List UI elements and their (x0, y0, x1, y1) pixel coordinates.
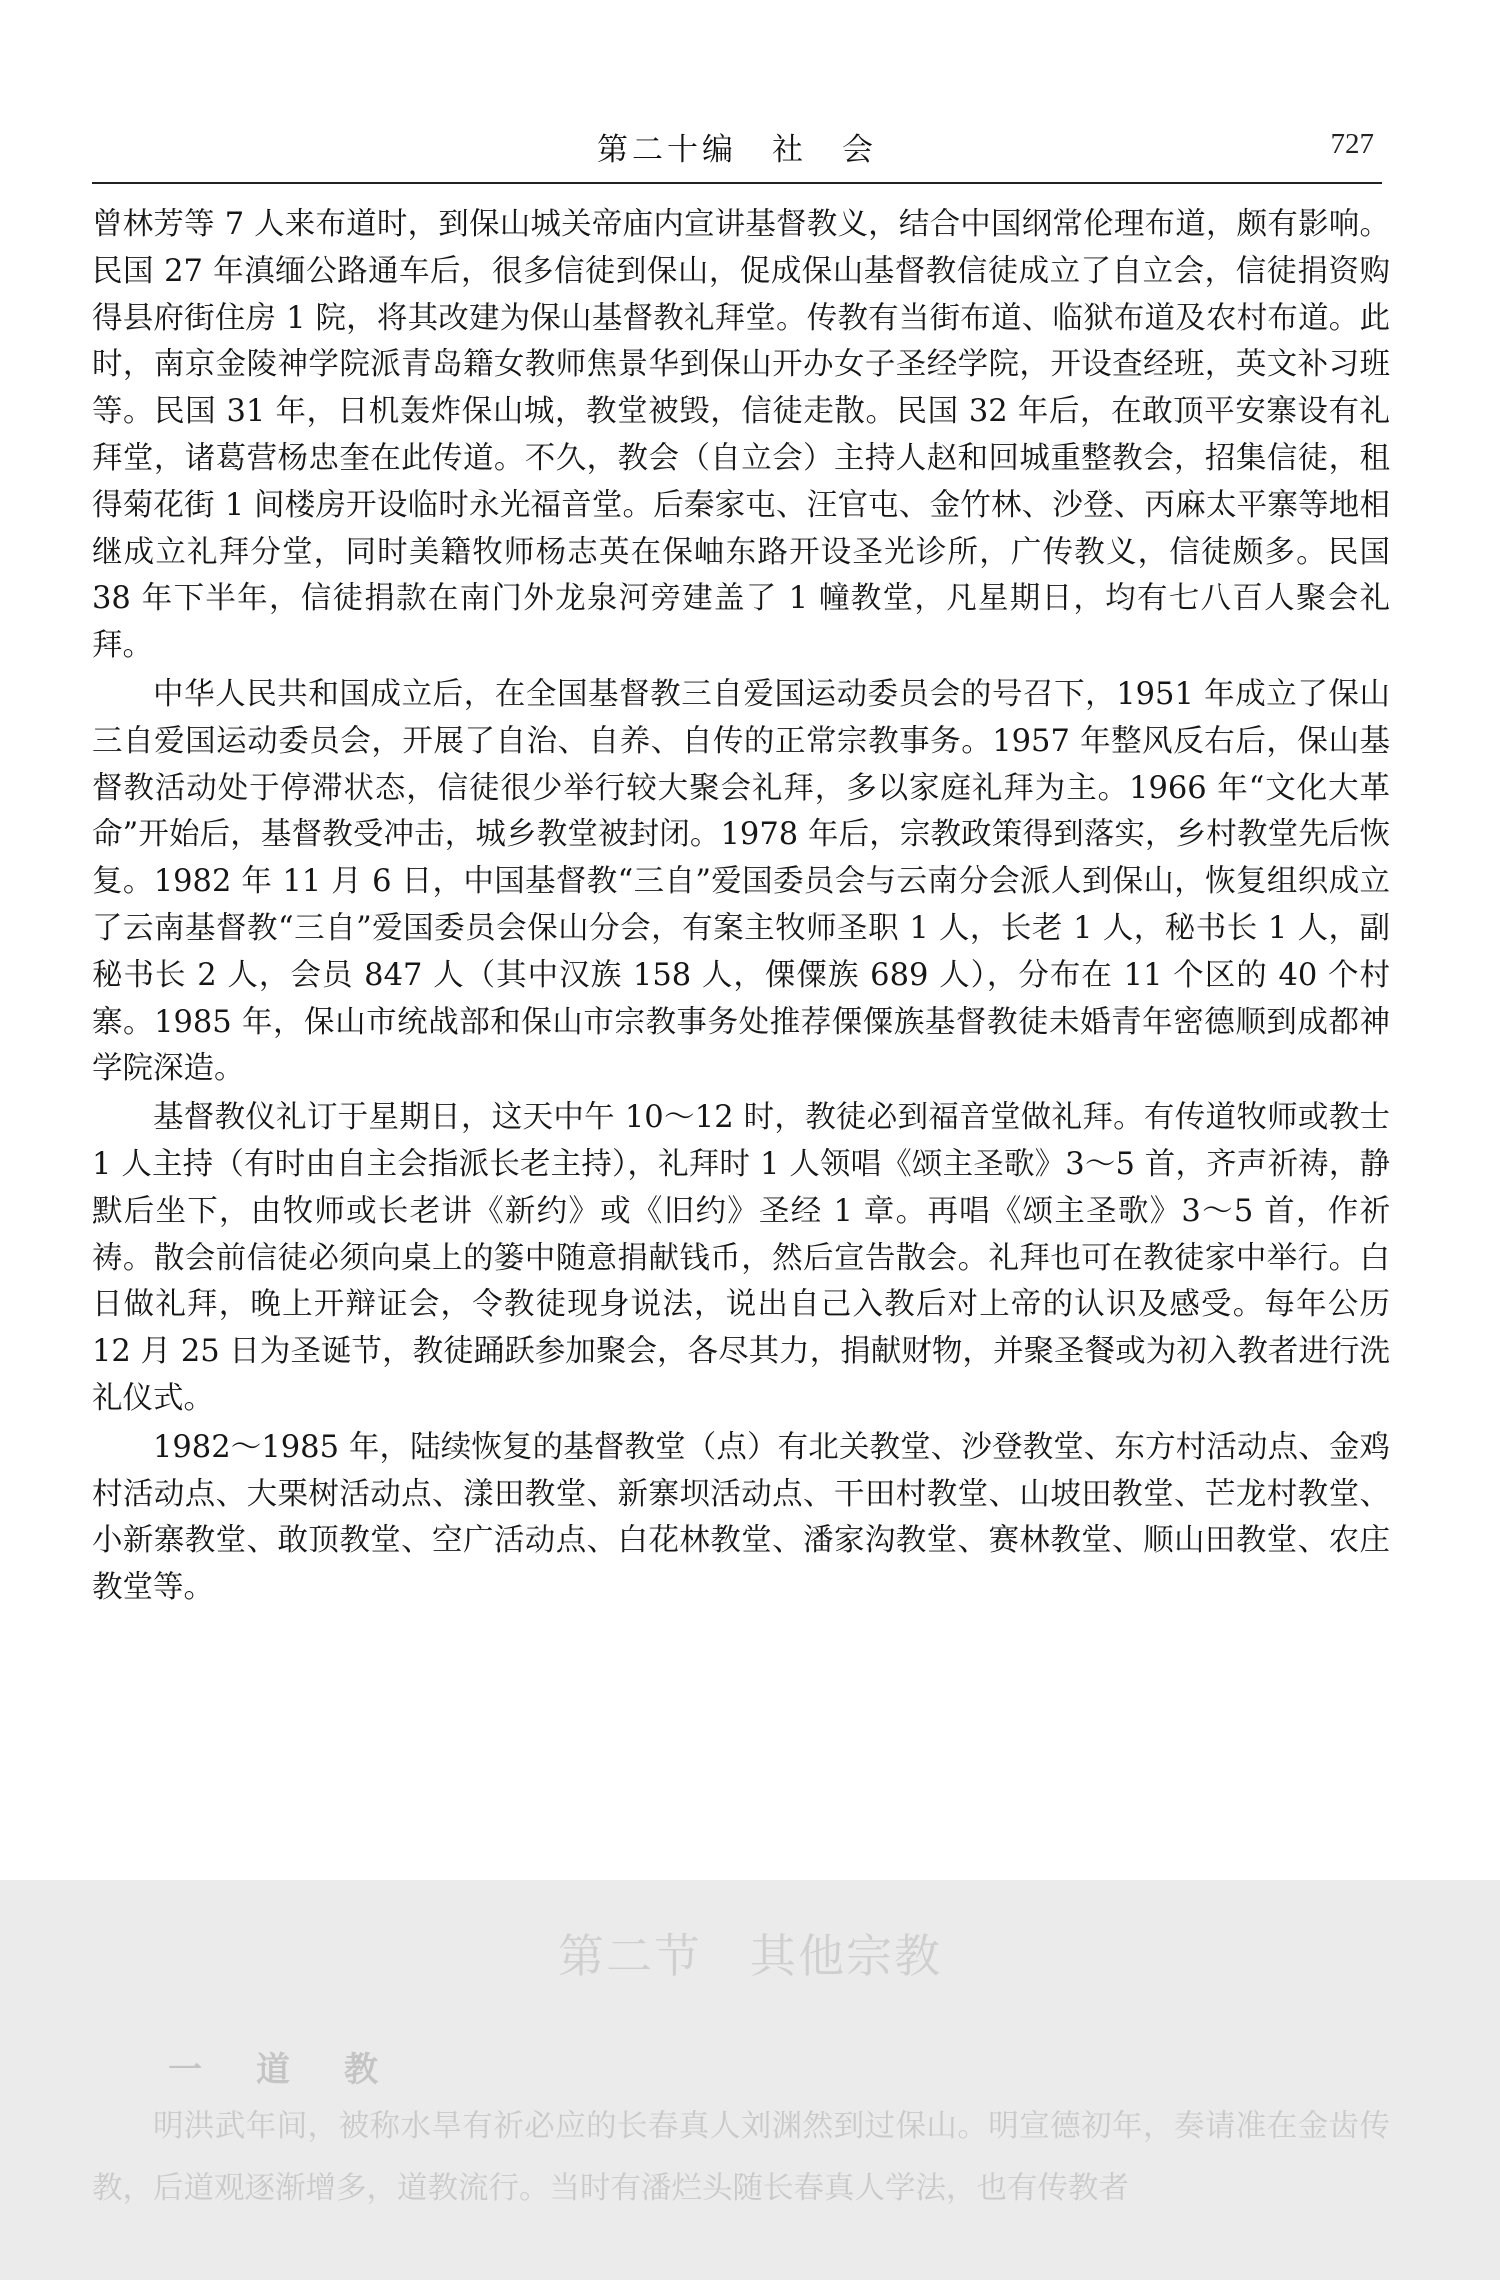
subsection-title: 一 道 教 (168, 2050, 388, 2090)
section-title: 第二节 其他宗教 (558, 1929, 942, 1983)
chapter-title: 第二十编 社 会 (597, 132, 877, 168)
paragraph-2: 中华人民共和国成立后，在全国基督教三自爱国运动委员会的号召下，1951 年成立了保山三自爱国运动委员会，开展了自治、自养、自传的正常宗教事务。1957 年整风反右后，保山基督教活动处于停滞状态，信徒很少举行较大聚会礼拜，多以家庭礼拜为主。1966 年“文化大革命”开始后，基督教受冲击，城乡教堂被封闭。1978 年后，宗教政策得到落实，乡村教堂先后恢复。1982 年 11 月 6 日，中国基督教“三自”爱国委员会与云南分会派人到保山，恢复组织成立了云南基督教“三自”爱国委员会保山分会，有案主牧师圣职 1 人，长老 1 人，秘书长 1 人，副秘书长 2 人，会员 847 人（其中汉族 158 人，傈僳族 689 人），分布在 11 个区的 40 个村寨。1985 年，保山市统战部和保山市宗教事务处推荐傈僳族基督教徒未婚青年密德顺到成都神学院深造。 (92, 676, 1390, 1087)
header-rule (92, 182, 1382, 184)
paragraph-1: 曾林芳等 7 人来布道时，到保山城关帝庙内宣讲基督教义，结合中国纲常伦理布道，颇有影响。民国 27 年滇缅公路通车后，很多信徒到保山，促成保山基督教信徒成立了自立会，信徒捐资购得县府街住房 1 院，将其改建为保山基督教礼拜堂。传教有当街布道、临狱布道及农村布道。此时，南京金陵神学院派青岛籍女教师焦景华到保山开办女子圣经学院，开设查经班，英文补习班等。民国 31 年，日机轰炸保山城，教堂被毁，信徒走散。民国 32 年后，在敢顶平安寨设有礼拜堂，诸葛营杨忠奎在此传道。不久，教会（自立会）主持人赵和回城重整教会，招集信徒，租得菊花街 1 间楼房开设临时永光福音堂。后秦家屯、汪官屯、金竹林、沙登、丙麻太平寨等地相继成立礼拜分堂，同时美籍牧师杨志英在保岫东路开设圣光诊所，广传教义，信徒颇多。民国 38 年下半年，信徒捐款在南门外龙泉河旁建盖了 1 幢教堂，凡星期日，均有七八百人聚会礼拜。 (92, 207, 1390, 664)
faded-paragraph: 明洪武年间，被称水旱有祈必应的长春真人刘渊然到过保山。明宣德初年，奏请准在金齿传教，后道观逐渐增多，道教流行。当时有潘烂头随长春真人学法，也有传教者 (92, 2109, 1390, 2206)
body-text (92, 202, 1390, 1614)
paragraph-4: 1982～1985 年，陆续恢复的基督教堂（点）有北关教堂、沙登教堂、东方村活动点、金鸡村活动点、大栗树活动点、漾田教堂、新寨坝活动点、干田村教堂、山坡田教堂、芒龙村教堂、小新寨教堂、敢顶教堂、空广活动点、白花林教堂、潘家沟教堂、赛林教堂、顺山田教堂、农庄教堂等。 (92, 1429, 1390, 1606)
running-header (92, 120, 1382, 176)
page-number: 727 (1330, 128, 1374, 160)
paragraph-3: 基督教仪礼订于星期日，这天中午 10～12 时，教徒必到福音堂做礼拜。有传道牧师或教士 1 人主持（有时由自主会指派长老主持），礼拜时 1 人领唱《颂主圣歌》3～5 首，齐声祈祷，静默后坐下，由牧师或长老讲《新约》或《旧约》圣经 1 章。再唱《颂主圣歌》3～5 首，作祈祷。散会前信徒必须向桌上的篓中随意捐献钱币，然后宣告散会。礼拜也可在教徒家中举行。白日做礼拜，晚上开辩证会，令教徒现身说法，说出自己入教后对上帝的认识及感受。每年公历 12 月 25 日为圣诞节，教徒踊跃参加聚会，各尽其力，捐献财物，并聚圣餐或为初入教者进行洗礼仪式。 (92, 1100, 1390, 1416)
faded-body-text (92, 2096, 1390, 2220)
